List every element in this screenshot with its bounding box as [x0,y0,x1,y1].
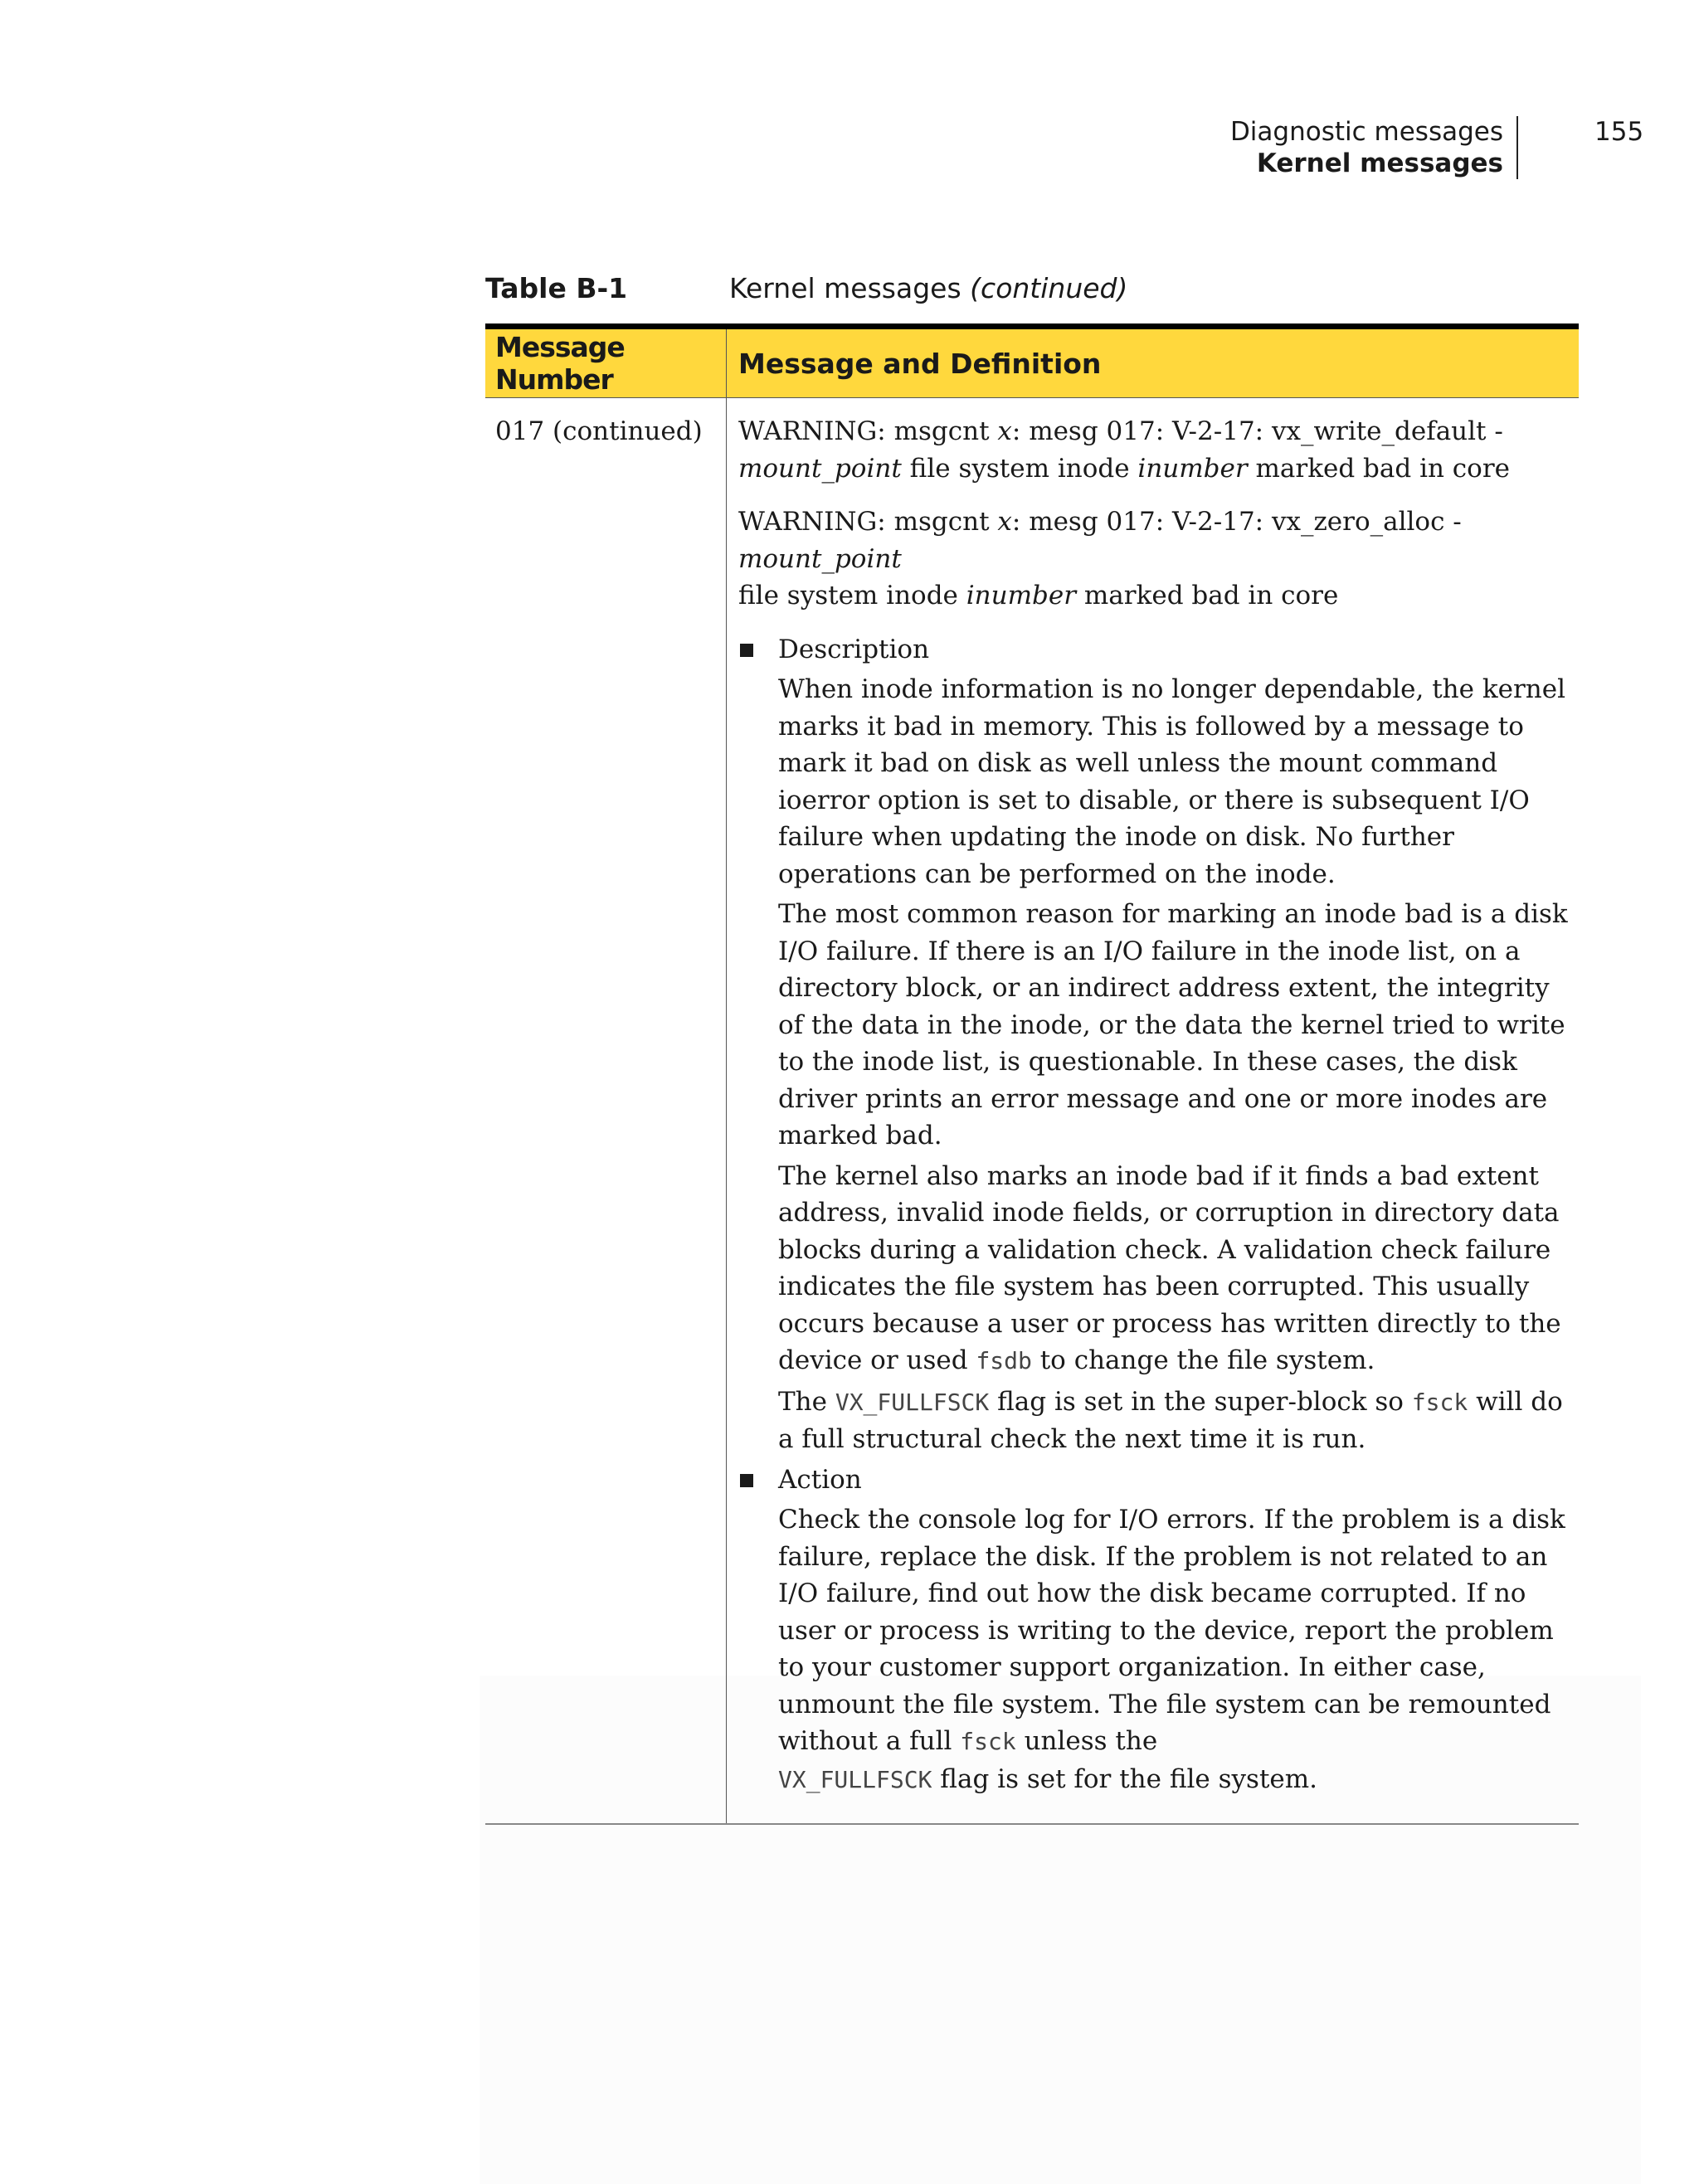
description-paragraph: The kernel also marks an inode bad if it finds a bad extent address, invalid inode fields, or corruption in directory data blocks during a validation check. A validation check failure indicates the file system has been corrupted. This usually occurs because a user or process has written directly to the device or used fsdb to change the file system. [778,1160,1561,1375]
column-header-message-number: Message Number [485,329,727,397]
message-number-cell: 017 (continued) [485,398,727,1823]
code-fsdb: fsdb [976,1347,1032,1374]
description-paragraph: The VX_FULLFSCK flag is set in the super-block so fsck will do a full structural check the next time it is run. [778,1386,1563,1454]
running-header [1230,116,1518,179]
description-heading: Description [738,631,1570,669]
table-number: Table B-1 [485,272,628,304]
page-number: 155 [1594,117,1644,147]
action-heading: Action [738,1462,1570,1499]
bullet-square-icon [740,644,753,657]
bullet-square-icon [740,1474,753,1487]
column-header-message-definition: Message and Definition [738,347,1102,380]
table-header-row [485,329,1579,398]
code-fsck: fsck [1411,1388,1468,1416]
action-paragraph: Check the console log for I/O errors. If the problem is a disk failure, replace the disk. If the problem is not related to an I/O failure, find out how the disk became corrupted. If no user or process is writing to the device, report the problem to your customer support organization. In either case, unmount the file system. The file system can be remounted without a full fsck unless the VX_FULLFSCK flag is set for the file system. [778,1505,1565,1794]
table-row [485,398,1579,1825]
section-title: Kernel messages [1256,148,1503,178]
description-paragraph: When inode information is no longer dependable, the kernel marks it bad in memory. This is followed by a message to mark it bad on disk as well unless the mount command ioerror option is set to disable, or there is subsequent I/O failure when updating the inode on disk. No further operations can be performed on the inode. [778,674,1565,889]
message-definition-cell [727,398,1579,1823]
chapter-title: Diagnostic messages [1229,117,1503,147]
description-paragraph: The most common reason for marking an inode bad is a disk I/O failure. If there is an I/O failure in the inode list, on a directory block, or an indirect address extent, the integrity of the data in the inode, or the data the kernel tried to write to the inode list, is questionable. In these cases, the disk driver prints an error message and one or more inodes are marked bad. [778,899,1568,1150]
code-vx-fullfsck: VX_FULLFSCK [778,1765,932,1793]
code-vx-fullfsck: VX_FULLFSCK [835,1388,990,1416]
code-fsck: fsck [960,1728,1016,1755]
warning-message-zero-alloc: WARNING: msgcnt x: mesg 017: V-2-17: vx_zero_alloc - mount_point file system inode inumber marked bad in core [738,507,1462,610]
warning-message-write-default: WARNING: msgcnt x: mesg 017: V-2-17: vx_write_default - mount_point file system inode inumber marked bad in core [738,416,1510,484]
kernel-messages-table [485,323,1579,1825]
table-title: Kernel messages (continued) [729,272,1128,304]
